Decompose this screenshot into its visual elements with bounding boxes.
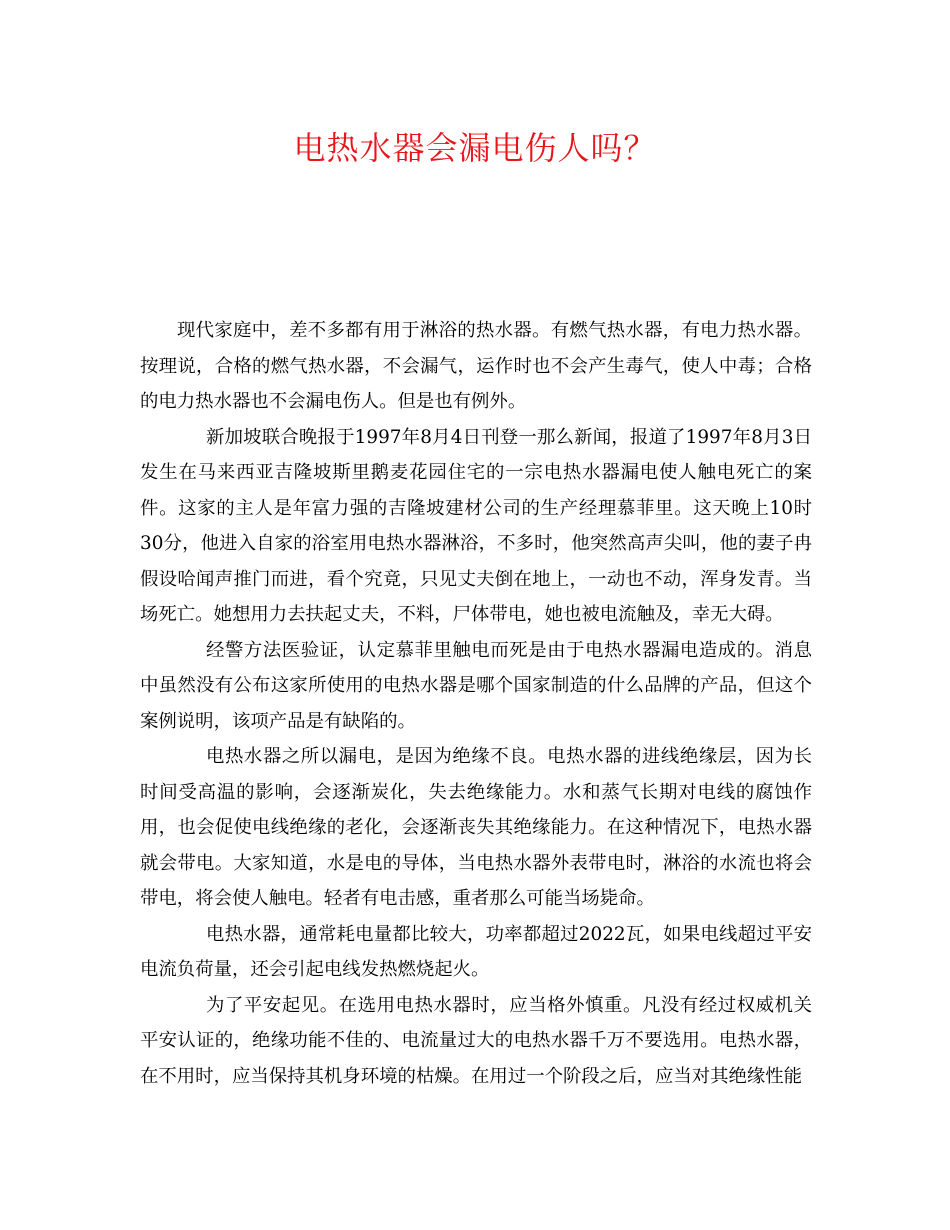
- document-title: 电热水器会漏电伤人吗？: [293, 129, 657, 167]
- paragraph-1: 现代家庭中，差不多都有用于淋浴的热水器。有燃气热水器，有电力热水器。按理说，合格的燃气热水器，不会漏气，运作时也不会产生毒气，使人中毒；合格的电力热水器也不会漏电伤人。但是也有例外。: [140, 320, 812, 412]
- paragraph-6: 为了平安起见。在选用电热水器时，应当格外慎重。凡没有经过权威机关平安认证的，绝缘功能不佳的、电流量过大的电热水器千万不要选用。电热水器，在不用时，应当保持其机身环境的枯燥。在用过一个阶段之后，应当对其绝缘性能: [140, 994, 812, 1087]
- document-body: [140, 313, 812, 1094]
- paragraph-2: 新加坡联合晚报于1997年8月4日刊登一那么新闻，报道了1997年8月3日发生在马来西亚吉隆坡斯里鹅麦花园住宅的一宗电热水器漏电使人触电死亡的案件。这家的主人是年富力强的吉隆坡建材公司的生产经理慕菲里。这天晚上10时30分，他进入自家的浴室用电热水器淋浴，不多时，他突然高声尖叫，他的妻子冉假设哈闻声推门而进，看个究竟，只见丈夫倒在地上，一动也不动，浑身发青。当场死亡。她想用力去扶起丈夫，不料，尸体带电，她也被电流触及，幸无大碍。: [140, 426, 812, 625]
- paragraph-3: 经警方法医验证，认定慕菲里触电而死是由于电热水器漏电造成的。消息中虽然没有公布这家所使用的电热水器是哪个国家制造的什么品牌的产品，但这个案例说明，该项产品是有缺陷的。: [140, 639, 812, 732]
- paragraph-5: 电热水器，通常耗电量都比较大，功率都超过2022瓦，如果电线超过平安电流负荷量，还会引起电线发热燃烧起火。: [140, 923, 812, 980]
- paragraph-4: 电热水器之所以漏电，是因为绝缘不良。电热水器的进线绝缘层，因为长时间受高温的影响，会逐渐炭化，失去绝缘能力。水和蒸气长期对电线的腐蚀作用，也会促使电线绝缘的老化，会逐渐丧失其绝缘能力。在这种情况下，电热水器就会带电。大家知道，水是电的导体，当电热水器外表带电时，淋浴的水流也将会带电，将会使人触电。轻者有电击感，重者那么可能当场毙命。: [140, 746, 812, 909]
